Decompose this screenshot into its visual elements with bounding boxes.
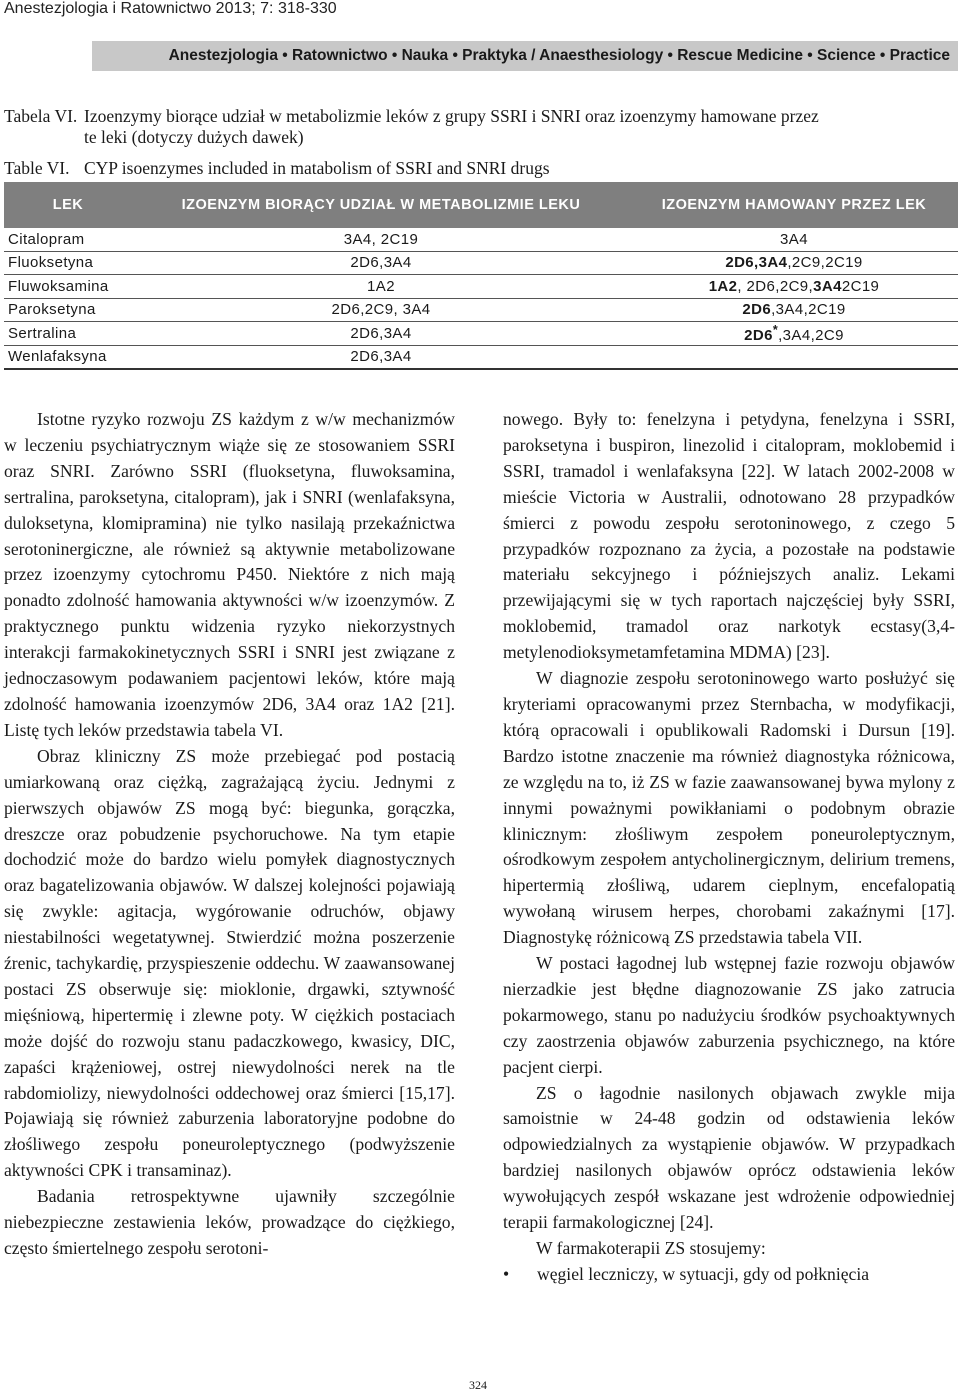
inhibited-cell [630, 345, 958, 369]
paragraph: Badania retrospektywne ujawniły szczególnie niebezpieczne zestawienia leków, prowadzące do ciężkiego, często śmiertelnego zespołu serotoni- [4, 1186, 455, 1258]
list-item-text: węgiel leczniczy, w sytuacji, gdy od połknięcia [537, 1263, 870, 1284]
table-row [4, 251, 958, 275]
inhibited-cell [630, 251, 958, 275]
inhibited-cell: 3A4 [630, 228, 958, 251]
header-metabolizing: IZOENZYM BIORĄCY UDZIAŁ W METABOLIZMIE LEKU [132, 182, 630, 228]
inhibited-middle: , 2D6,2C9, [737, 277, 814, 295]
table-row [4, 228, 958, 251]
inhibited-cell [630, 298, 958, 322]
table-caption-english [4, 158, 550, 179]
paragraph: W postaci łagodnej lub wstępnej fazie rozwoju objawów nierzadkie jest błędne diagnozowanie ZS jako zatrucia pokarmowego, stanu po nadużyciu środków psychoaktywnych czy zaostrzenia objawów zaburzenia psychicznego, na które pacjent cierpi. [503, 953, 955, 1077]
paragraph: ZS o łagodnie nasilonych objawach zwykle mija samoistnie w 24-48 godzin od odstawienia leków odpowiedzialnych za wystąpienie objawów. W przypadkach bardziej nasilonych objawów oprócz odstawienia leków wywołujących zespół wskazane jest wdrożenie odpowiedniej terapii farmakologicznej [24]. [503, 1082, 955, 1233]
table-row [4, 345, 958, 369]
inhibited-bold: 2D6,3A4 [725, 254, 788, 272]
inhibited-end: 2C19 [841, 277, 880, 295]
header-inhibited: IZOENZYM HAMOWANY PRZEZ LEK [630, 182, 958, 228]
metabolizing-cell: 1A2 [132, 275, 630, 299]
metabolizing-cell: 3A4, 2C19 [132, 228, 630, 251]
caption-text-pl-line1: Izoenzymy biorące udział w metabolizmie leków z grupy SSRI i SNRI oraz izoenzymy hamowane przez [84, 106, 819, 126]
caption-label-en: Table VI. [4, 158, 70, 178]
paragraph: Istotne ryzyko rozwoju ZS każdym z w/w mechanizmów w leczeniu psychiatrycznym wiąże się ze stosowaniem SSRI oraz SNRI. Zarówno SSRI (fluoksetyna, fluwoksamina, sertralina, paroksetyna, citalopram), jak i SNRI (wenlafaksyna, duloksetyna, klomipramina) nie tylko nasilają przekaźnictwa serotoninergiczne, ale również są aktywnie metabolizowane przez izoenzymy cytochromu P450. Niektóre z nich mają ponadto zdolność hamowania aktywności w/w izoenzymów. Z praktycznego punktu widzenia ryzyko niekorzystnych interakcji farmakokinetycznych SSRI i SNRI jest związane z jednoczasowym podawaniem pacjentowi leków, które mają zdolność hamowania izoenzymów 2D6, 3A4 oraz 1A2 [21]. Listę tych leków przedstawia tabela VI. [4, 409, 455, 740]
metabolizing-cell: 2D6,3A4 [132, 345, 630, 369]
bullet-icon: • [503, 1263, 510, 1284]
table-row [4, 322, 958, 346]
inhibited-bold: 1A2 [708, 277, 738, 295]
drug-cell: Sertralina [4, 322, 132, 346]
drug-cell: Citalopram [4, 228, 132, 251]
drug-cell: Paroksetyna [4, 298, 132, 322]
drug-cell: Wenlafaksyna [4, 345, 132, 369]
journal-banner: Anestezjologia • Ratownictwo • Nauka • Praktyka / Anaesthesiology • Rescue Medicine • Science • Practice [92, 41, 958, 71]
table-row [4, 298, 958, 322]
inhibited-rest: ,3A4,2C19 [771, 301, 846, 319]
caption-label-pl: Tabela VI. [4, 106, 78, 126]
metabolizing-cell: 2D6,3A4 [132, 251, 630, 275]
metabolizing-cell: 2D6,3A4 [132, 322, 630, 346]
isoenzyme-table [4, 182, 958, 370]
page-number: 324 [469, 1378, 487, 1392]
metabolizing-cell: 2D6,2C9, 3A4 [132, 298, 630, 322]
inhibited-bold: 3A4 [813, 277, 842, 295]
drug-cell: Fluwoksamina [4, 275, 132, 299]
paragraph: W farmakoterapii ZS stosujemy: [536, 1238, 766, 1258]
list-item [503, 1262, 955, 1288]
inhibited-cell [630, 322, 958, 346]
drug-cell: Fluoksetyna [4, 251, 132, 275]
paragraph: W diagnozie zespołu serotoninowego warto posłużyć się kryteriami opracowanymi przez Sternbacha, w modyfikacji, którą opracowali i opublikowali Radomski i Dursun [19]. Bardzo istotne znaczenie ma również diagnostyka różnicowa, ze względu na to, iż ZS w fazie zaawansowanej bywa mylony z innymi poważnymi powikłaniami o podobnym obrazie klinicznym: złośliwym zespołem poneuroleptycznym, ośrodkowym zespołem antycholinergicznym, delirium tremens, hipertermią złośliwą, udarem cieplnym, encefalopatią wywołaną wirusem herpes, chorobami zakaźnymi [17]. Diagnostykę różnicową ZS przedstawia tabela VII. [503, 668, 955, 948]
table-header-row [4, 182, 958, 228]
paragraph: nowego. Były to: fenelzyna i petydyna, fenelzyna i SSRI, paroksetyna i buspiron, linezolid i citalopram, moklobemid i SSRI, tramadol i wenlafaksyna [22]. W latach 2002-2008 w mieście Victoria w Australii, odnotowano 28 przypadków śmierci z powodu zespołu serotoninowego, z czego 5 przypadków rozpoznano za życia, a pozostałe na podstawie materiału sekcyjnego i późniejszych analiz. Lekami przewijającymi się w tych raportach najczęściej były SSRI, moklobemid, tramadol oraz narkotyk ecstasy(3,4-metylenodioksymetamfetamina MDMA) [23]. [503, 409, 955, 663]
caption-text-pl-line2: te leki (dotyczy dużych dawek) [84, 127, 304, 147]
table-caption-polish [4, 106, 954, 148]
journal-citation: Anestezjologia i Ratownictwo 2013; 7: 318-330 [4, 0, 337, 17]
header-drug: LEK [4, 182, 132, 228]
body-right-column [503, 407, 955, 1288]
body-left-column [4, 407, 455, 1262]
inhibited-rest: ,3A4,2C9 [778, 326, 844, 344]
paragraph: Obraz kliniczny ZS może przebiegać pod postacią umiarkowaną oraz ciężką, zagrażającą życiu. Jednymi z pierwszych objawów ZS mogą być: biegunka, gorączka, dreszcze oraz pobudzenie psychoruchowe. Na tym etapie dochodzić może do bardzo wielu pomyłek diagnostycznych oraz bagatelizowania objawów. W dalszej kolejności pojawiają się zwykle: agitacja, wygórowanie odruchów, objawy niestabilności wegetatywnej. Stwierdzić można poszerzenie źrenic, tachykardię, przyspieszenie oddechu. W zaawansowanej postaci ZS obserwuje się: mioklonie, drgawki, sztywność mięśniową, hipertermię i zlewne poty. W ciężkich postaciach może dojść do rozwoju stanu padaczkowego, kwasicy, DIC, zapaści krążeniowej, ostrej niewydolności nerek na tle rabdomiolizy, niewydolności oddechowej oraz śmierci [15,17]. Pojawiają się również zaburzenia laboratoryjne podobne do złośliwego zespołu poneuroleptycznego (podwyższenie aktywności CPK i transaminaz). [4, 745, 455, 1181]
inhibited-footnote-mark: * [772, 322, 779, 337]
inhibited-cell [630, 275, 958, 299]
inhibited-bold: 2D6 [742, 301, 772, 319]
table-row [4, 275, 958, 299]
inhibited-bold: 2D6 [744, 326, 773, 344]
inhibited-rest: ,2C9,2C19 [787, 254, 863, 272]
caption-text-en: CYP isoenzymes included in matabolism of SSRI and SNRI drugs [84, 158, 550, 178]
